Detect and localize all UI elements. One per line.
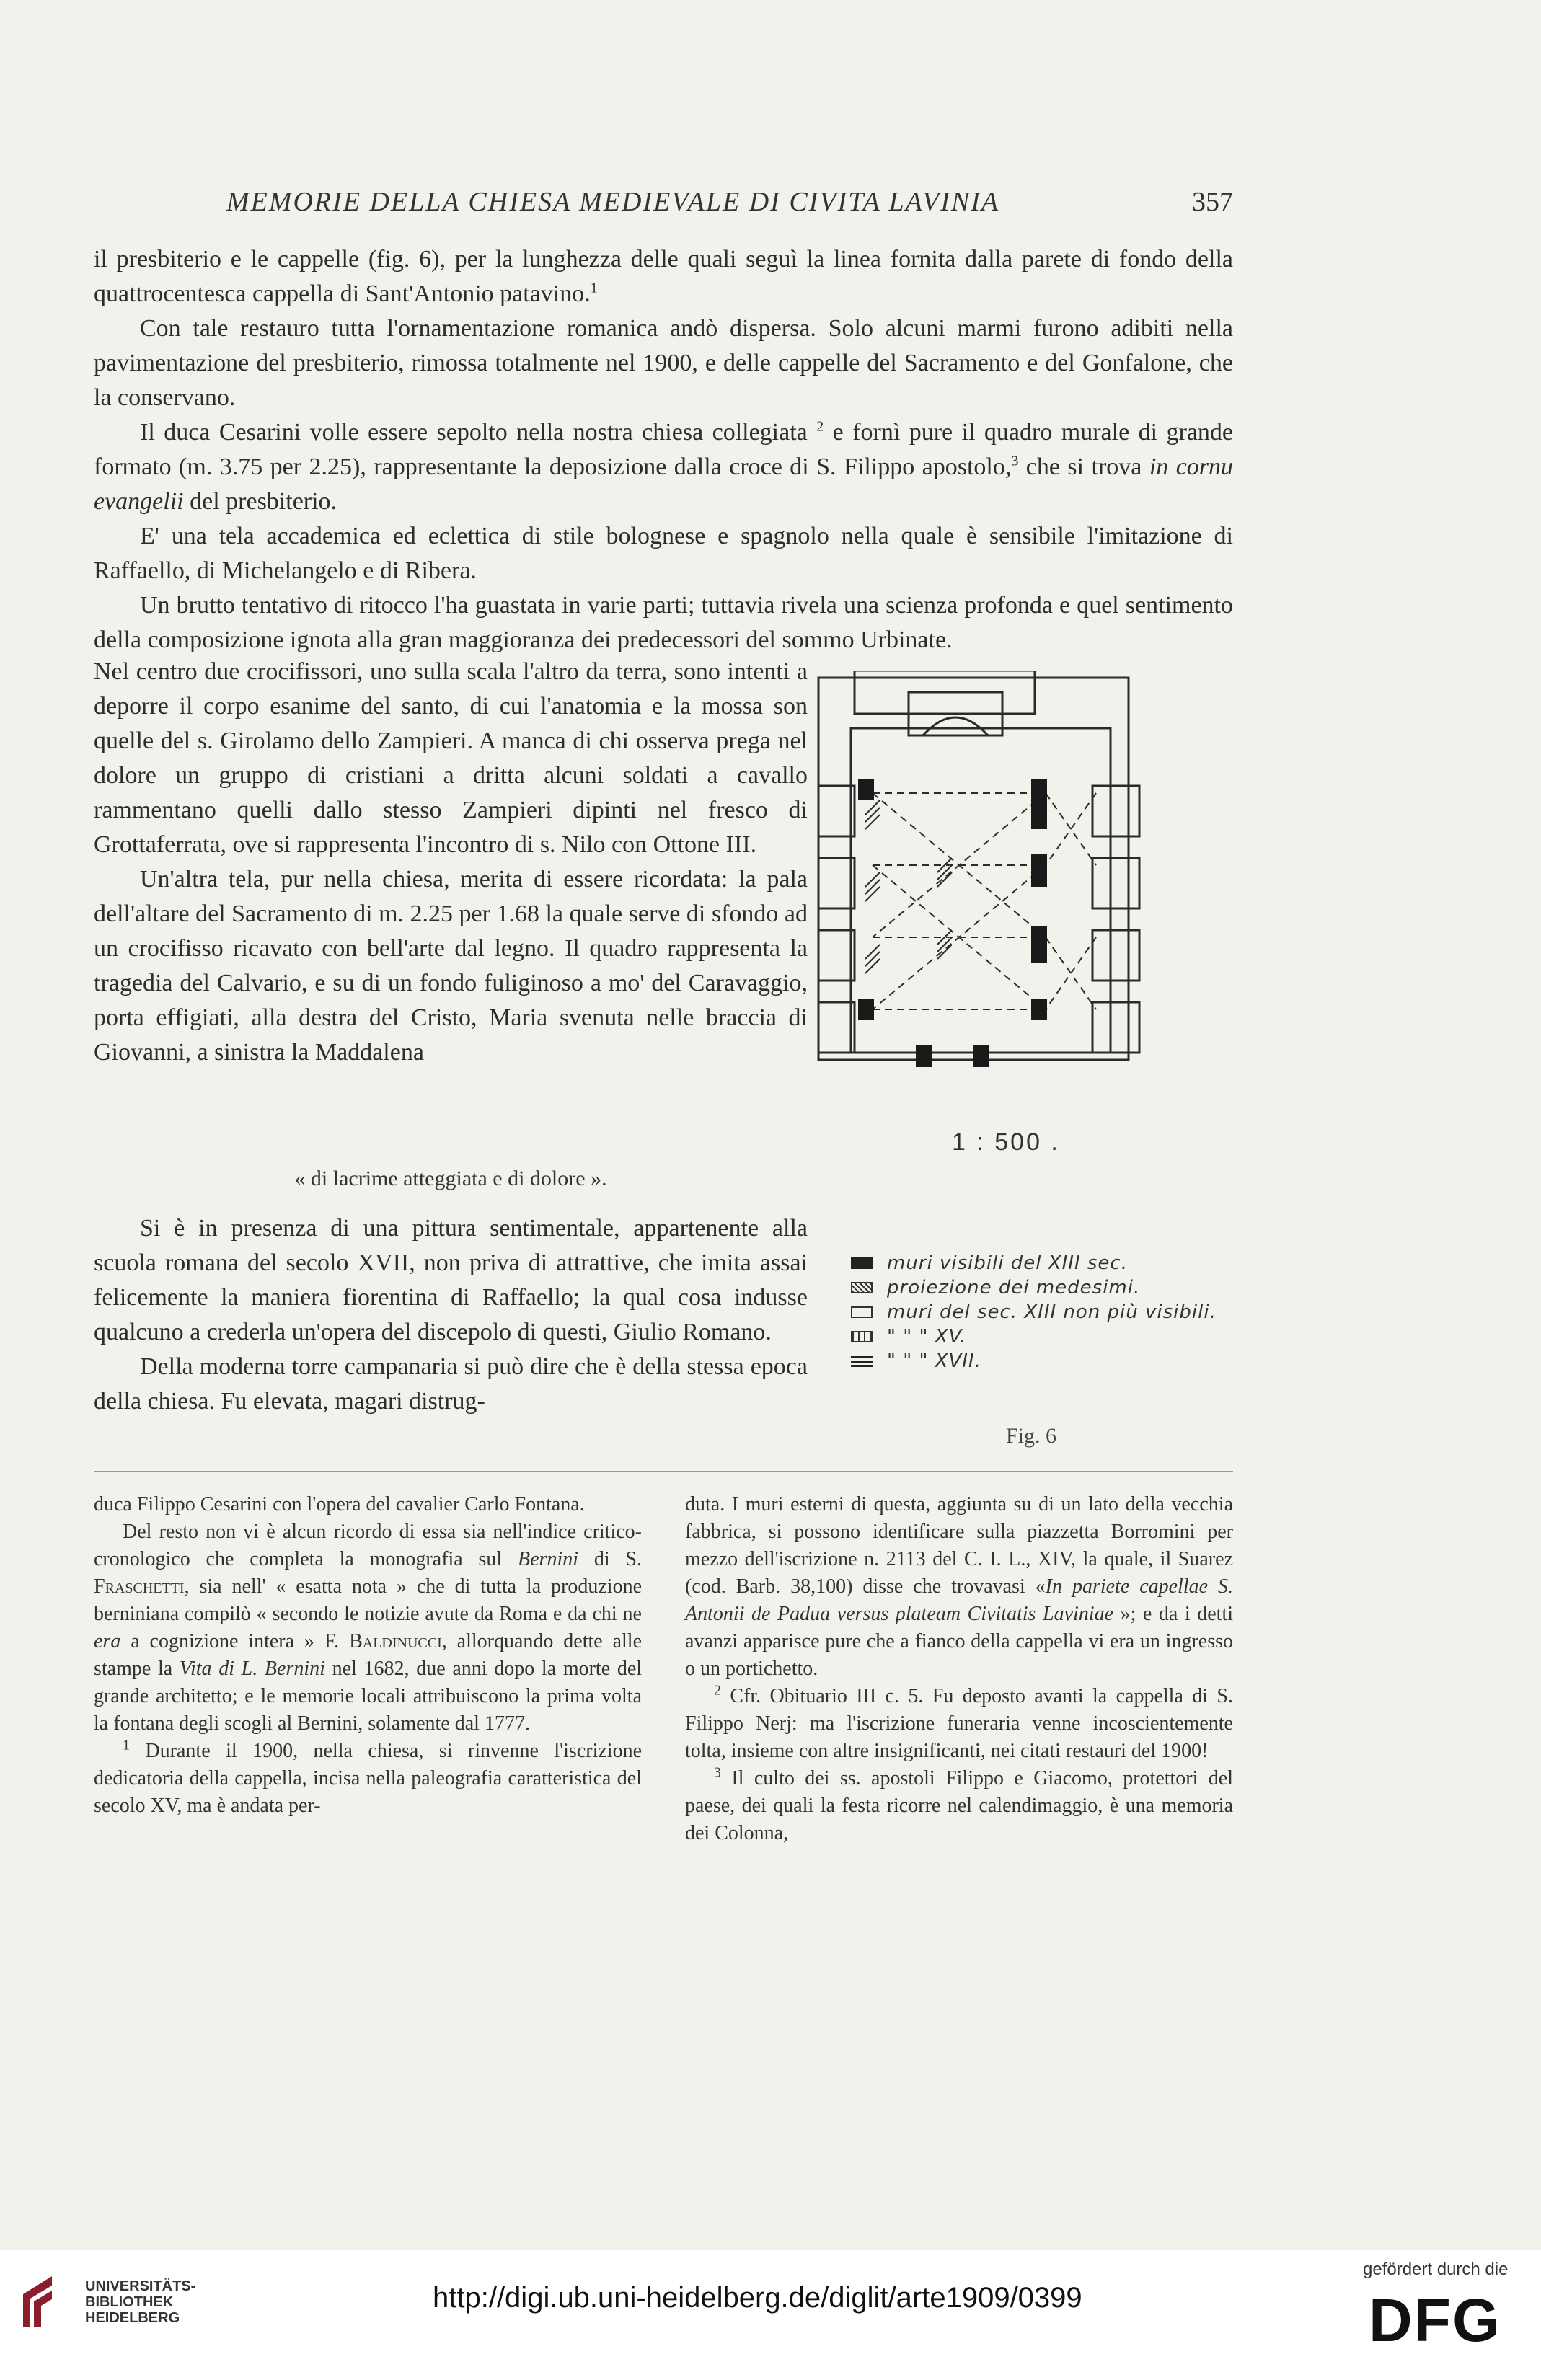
floor-plan-drawing <box>815 671 1154 1081</box>
paragraph-5b: Nel centro due crocifissori, uno sulla scala l'altro da terra, sono intenti a deporre il corpo esanime del santo, di cui l'anatomia e la mossa son quelle del s. Girolamo dello Zampieri. A manca di chi osserva prega nel dolore un gruppo di cristiani a dritta alcuni soldati a cavallo rammentano quelli dallo stesso Zampieri dipinti nel fresco di Grottaferrata, ove si rappresenta l'incontro di s. Nilo con Ottone III. <box>94 658 808 858</box>
footnote-2: $^2$ Cfr. Obituario III c. 5. Fu deposto avanti la cappella di S. Filippo Nerj: ma l'iscrizione funeraria venne incoscientemente tolta, insieme con altre insignificanti, nei citati restauri del 1900! <box>685 1682 1233 1762</box>
body-text-narrow <box>94 655 808 1070</box>
paragraph-5a: Un brutto tentativo di ritocco l'ha guastata in varie parti; tuttavia rivela una scienza profonda e quel sentimento della composizione ignota alla gran maggioranza dei predecessori del sommo Urbinate. <box>94 592 1233 653</box>
legend-swatch-empty-icon <box>851 1306 873 1318</box>
footnote-1: $^1$ Durante il 1900, nella chiesa, si rinvenne l'iscrizione dedicatoria della cappella, incisa nella paleografia caratteristica del secolo XV, ma è andata per- <box>94 1737 642 1817</box>
church-floor-plan <box>815 671 1154 1081</box>
paragraph-8: Della moderna torre campanaria si può dire che è della stessa epoca della chiesa. Fu elevata, magari distrug- <box>94 1353 808 1415</box>
legend-swatch-solid-icon <box>851 1257 873 1269</box>
digitization-footer <box>0 2250 1541 2380</box>
footnote-continuation: duca Filippo Cesarini con l'opera del cavalier Carlo Fontana. <box>94 1493 585 1516</box>
funding-note: gefördert durch die <box>1363 2260 1509 2279</box>
body-text-full-width <box>94 242 1233 658</box>
permalink-url[interactable]: http://digi.ub.uni-heidelberg.de/diglit/arte1909/0399 <box>433 2282 1082 2314</box>
legend-item: muri del sec. XIII non più visibili. <box>851 1300 1284 1324</box>
footnote-ref-2: 2 <box>816 418 824 435</box>
footnote-divider <box>94 1471 1233 1472</box>
scale-label: 1 : 500 . <box>952 1128 1060 1156</box>
footnote-1-continuation: duta. I muri esterni di questa, aggiunta su di un lato della vecchia fabbrica, si possono identificare sulla piazzetta Borromini per mezzo dell'iscrizione n. 2113 del C. I. L., XIV, la quale, il Suarez (cod. Barb. 38,100) disse che trovavasi «In pariete capellae S. Antonii de Padua versus plateam Civitatis Laviniae »; e da i detti avanzi apparisce pure che a fianco della cappella vi era un ingresso o un portichetto. <box>685 1493 1234 1680</box>
library-name: UNIVERSITÄTS- BIBLIOTHEK HEIDELBERG <box>85 2278 196 2326</box>
footnote-3: $^3$ Il culto dei ss. apostoli Filippo e Giacomo, protettori del paese, dei quali la festa ricorre nel calendimaggio, è una memoria dei Colonna, <box>685 1764 1234 1844</box>
paragraph-4: E' una tela accademica ed eclettica di stile bolognese e spagnolo nella quale è sensibile l'imitazione di Raffaello, di Michelangelo e di Ribera. <box>94 523 1233 584</box>
running-header <box>94 186 1233 218</box>
legend-swatch-hatch-icon <box>851 1282 873 1293</box>
page-number: 357 <box>1192 187 1233 217</box>
heidelberg-library-logo-icon <box>16 2273 59 2330</box>
body-text-narrow-2 <box>94 1211 808 1419</box>
running-title: MEMORIE DELLA CHIESA MEDIEVALE DI CIVITA LAVINIA <box>226 187 1000 217</box>
footnote-paragraph: Del resto non vi è alcun ricordo di essa sia nell'indice critico-cronologico che completa la monografia sul Bernini di S. Fraschetti, sia nell' « esatta nota » che di tutta la produzione berniniana compilò « secondo le notizie avute da Roma e da chi ne era a cognizione intera » F. Baldinucci, allorquando dette alle stampe la Vita di L. Bernini nel 1682, due anni dopo la morte del grande architetto; e le memorie locali attribuiscono la prima volta la fontana degli scogli al Bernini, solamente dal 1777. <box>94 1521 643 1735</box>
footnote-ref-3: 3 <box>1011 453 1019 469</box>
footnotes-left-column <box>94 1491 642 1820</box>
paragraph-1: il presbiterio e le cappelle (fig. 6), per la lunghezza delle quali seguì la linea fornita dalla parete di fondo della quattrocentesca cappella di Sant'Antonio patavino.$^1$ <box>94 246 1233 307</box>
figure-caption: Fig. 6 <box>1006 1424 1057 1448</box>
legend-item: " " " XV. <box>851 1324 1284 1349</box>
footnote-ref-1: 1 <box>590 280 598 296</box>
figure-legend <box>851 1251 1284 1373</box>
legend-swatch-brick-icon <box>851 1331 873 1342</box>
paragraph-3: Il duca Cesarini volle essere sepolto nella nostra chiesa collegiata $^2$ e fornì pure il quadro murale di grande formato (m. 3.75 per 2.25), rappresentante la deposizione dalla croce di S. Filippo apostolo,$^3$ che si trova in cornu evangelii del presbiterio. <box>94 418 1234 515</box>
paragraph-6: Un'altra tela, pur nella chiesa, merita di essere ricordata: la pala dell'altare del Sacramento di m. 2.25 per 1.68 la quale serve di sfondo ad un crocifisso ricavato con bell'arte dal legno. Il quadro rappresenta la tragedia del Calvario, e su di un fondo fuliginoso a mo' del Caravaggio, porta effigiati, alla destra del Cristo, Maria svenuta nelle braccia di Giovanni, a sinistra la Maddalena <box>94 866 808 1066</box>
legend-item: " " " XVII. <box>851 1349 1284 1373</box>
dfg-logo: DFG <box>1369 2286 1501 2354</box>
paragraph-7: Si è in presenza di una pittura sentimentale, appartenente alla scuola romana del secolo XVII, non priva di attrattive, che imita assai felicemente la maniera fiorentina di Raffaello; la qual cosa indusse qualcuno a crederla un'opera del discepolo di questi, Giulio Romano. <box>94 1215 808 1345</box>
paragraph-2: Con tale restauro tutta l'ornamentazione romanica andò dispersa. Solo alcuni marmi furono adibiti nella pavimentazione del presbiterio, rimossa totalmente nel 1900, e delle cappelle del Sacramento e del Gonfalone, che la conservano. <box>94 315 1233 411</box>
latin-phrase: in cornu evangelii <box>94 454 1234 515</box>
dante-quote: « di lacrime atteggiata e di dolore ». <box>294 1167 607 1190</box>
footnotes-right-column <box>685 1491 1233 1847</box>
legend-item: proiezione dei medesimi. <box>851 1275 1284 1300</box>
legend-item: muri visibili del XIII sec. <box>851 1251 1284 1275</box>
legend-swatch-lines-icon <box>851 1355 873 1367</box>
